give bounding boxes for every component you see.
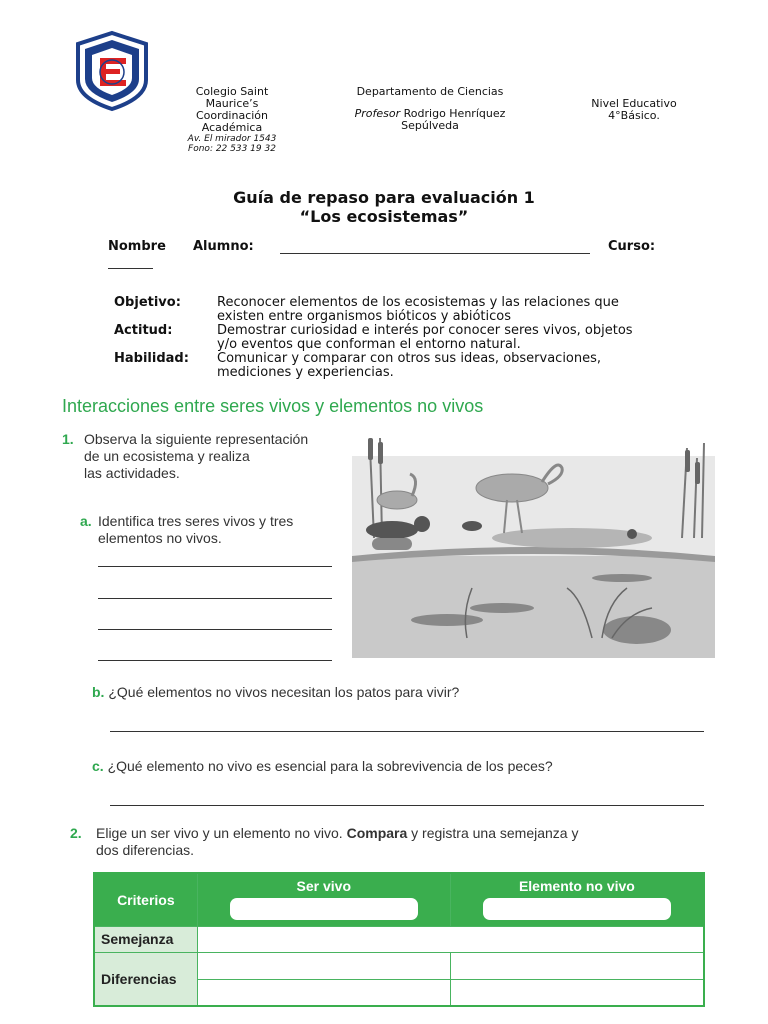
question-1c (92, 758, 712, 775)
course-label: Curso: (608, 239, 656, 254)
name-label: Nombre (108, 239, 166, 254)
question-1c-text: ¿Qué elemento no vivo es esencial para la sobrevivencia de los peces? (107, 758, 553, 774)
difference-cell-1b[interactable] (450, 952, 704, 979)
teacher-name-2: Sepúlveda (401, 119, 459, 132)
question-1: 1. Observa la siguiente representación de un ecosistema y realiza las actividades. (62, 431, 309, 481)
attitude-row: Actitud: Demostrar curiosidad e interés por conocer seres vivos, objetos y/o eventos que conforman el entorno natural. (114, 323, 633, 352)
ecosystem-illustration (352, 438, 715, 658)
differences-label: Diferencias (94, 952, 197, 1006)
difference-cell-2a[interactable] (197, 979, 450, 1006)
department: Departamento de Ciencias (356, 85, 504, 98)
school-name: Colegio Saint Maurice’s Coordinación Académica Av. El mirador 1543 Fono: 22 533 19 32 (160, 86, 304, 154)
criteria-header: Criterios (94, 873, 197, 926)
answer-line-1a-4[interactable] (98, 660, 332, 661)
attitude-label: Actitud: (114, 323, 173, 338)
answer-line-1a-2[interactable] (98, 598, 332, 599)
course-field[interactable] (108, 268, 153, 269)
level-label: Nivel Educativo (591, 97, 677, 110)
page-title: Guía de repaso para evaluación 1 “Los ecosistemas” (233, 188, 535, 226)
similarity-cell[interactable] (197, 926, 704, 952)
skill-row: Habilidad: Comunicar y comparar con otros sus ideas, observaciones, mediciones y experiencias. (114, 351, 602, 380)
answer-line-1a-1[interactable] (98, 566, 332, 567)
question-1a-letter: a. (80, 513, 92, 529)
answer-line-1b[interactable] (110, 731, 704, 732)
objectives-block (114, 295, 674, 379)
school-logo (74, 30, 150, 112)
question-2-number: 2. (70, 825, 82, 841)
department-block (330, 86, 530, 132)
question-1a: a. Identifica tres seres vivos y tres elementos no vivos. (80, 513, 294, 546)
teacher-name: Rodrigo Henríquez (403, 107, 506, 120)
school-phone: Fono: 22 533 19 32 (188, 144, 276, 154)
living-header: Ser vivo (197, 873, 450, 926)
answer-line-1a-3[interactable] (98, 629, 332, 630)
objective-row: Objetivo: Reconocer elementos de los ecosistemas y las relaciones que existen entre organismos bióticos y abióticos (114, 295, 619, 324)
question-1c-letter: c. (92, 758, 104, 774)
alumno-label: Alumno: (193, 239, 254, 254)
skill-label: Habilidad: (114, 351, 189, 366)
nonliving-header: Elemento no vivo (450, 873, 704, 926)
level-value: 4°Básico. (608, 109, 660, 122)
objective-label: Objetivo: (114, 295, 181, 310)
question-1b-text: ¿Qué elementos no vivos necesitan los patos para vivir? (108, 684, 460, 700)
difference-cell-1a[interactable] (197, 952, 450, 979)
section-heading: Interacciones entre seres vivos y elementos no vivos (62, 396, 484, 416)
comparison-table (93, 872, 705, 1007)
nonliving-element-input[interactable] (483, 898, 671, 920)
difference-cell-2b[interactable] (450, 979, 704, 1006)
similarity-label: Semejanza (94, 926, 197, 952)
student-name-field[interactable] (280, 253, 590, 254)
level-block (570, 98, 698, 122)
question-1b-letter: b. (92, 684, 105, 700)
teacher-prefix: Profesor (354, 107, 401, 120)
question-1-number: 1. (62, 431, 74, 447)
school-address: Av. El mirador 1543 (187, 134, 277, 144)
answer-line-1c[interactable] (110, 805, 704, 806)
living-being-input[interactable] (230, 898, 418, 920)
question-2: 2. Elige un ser vivo y un elemento no vivo. Compara y registra una semejanza y dos diferencias. (70, 825, 579, 858)
question-1b (92, 684, 712, 701)
